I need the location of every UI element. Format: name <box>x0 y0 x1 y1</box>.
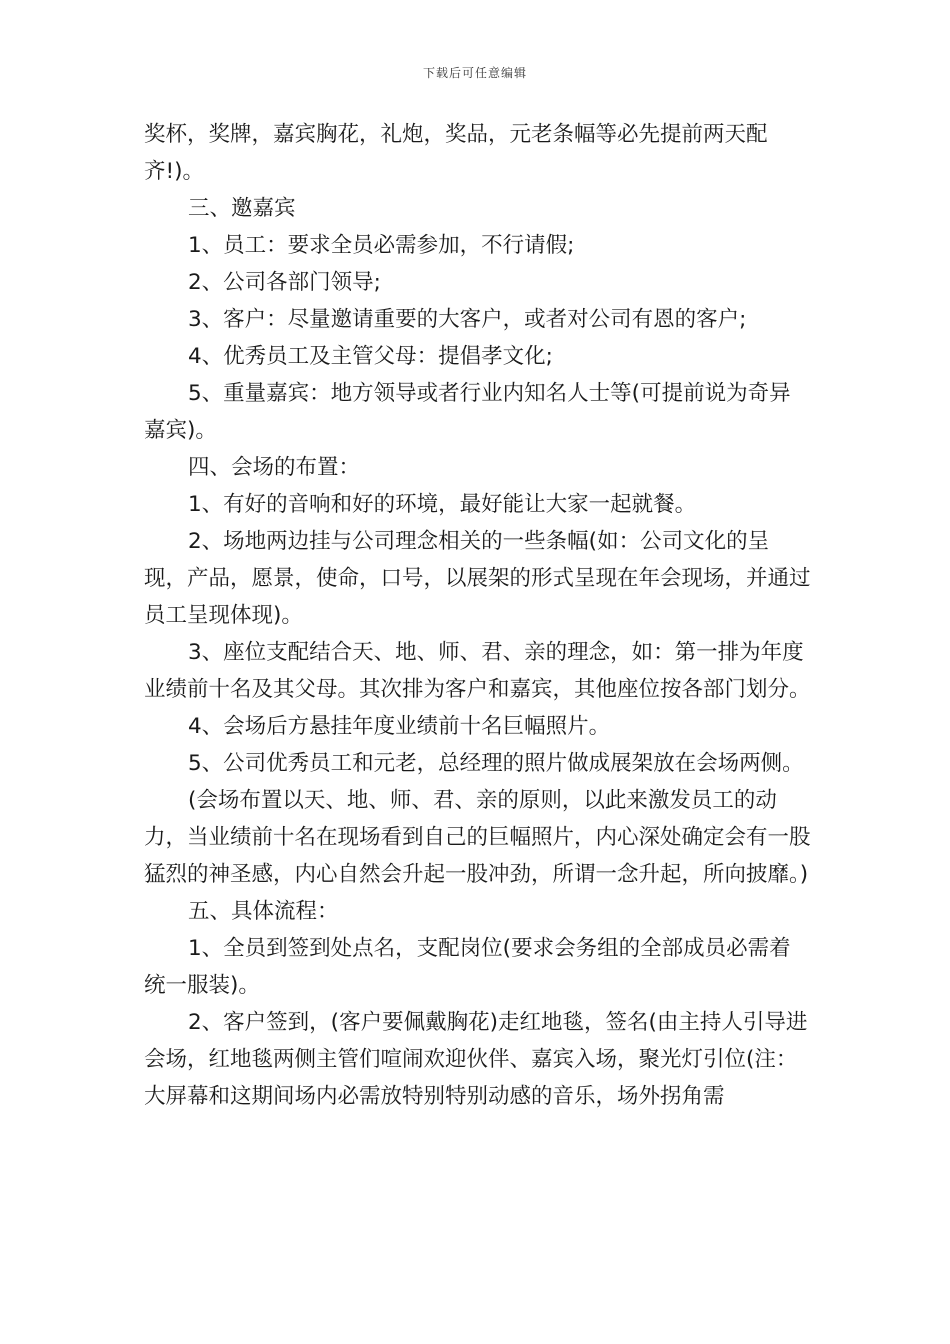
list-item: 5、重量嘉宾：地方领导或者行业内知名人士等(可提前说为奇异嘉宾)。 <box>144 381 791 443</box>
paragraph-continuation: 奖杯，奖牌，嘉宾胸花，礼炮，奖品，元老条幅等必先提前两天配齐!)。 <box>144 122 768 184</box>
list-item: 2、场地两边挂与公司理念相关的一些条幅(如：公司文化的呈现，产品，愿景，使命，口号，以展架的形式呈现在年会现场，并通过员工呈现体现)。 <box>144 529 811 628</box>
list-item: 3、客户：尽量邀请重要的大客户，或者对公司有恩的客户; <box>188 307 747 332</box>
list-item: 1、员工：要求全员必需参加，不行请假; <box>188 233 575 258</box>
list-item: 2、客户签到，(客户要佩戴胸花)走红地毯，签名(由主持人引导进会场，红地毯两侧主管们喧闹欢迎伙伴、嘉宾入场，聚光灯引位(注：大屏幕和这期间场内必需放特别特别动感的音乐，场外拐角需 <box>144 1010 808 1109</box>
list-item: 4、优秀员工及主管父母：提倡孝文化; <box>188 344 553 369</box>
note-paragraph: (会场布置以天、地、师、君、亲的原则，以此来激发员工的动力，当业绩前十名在现场看到自己的巨幅照片，内心深处确定会有一股猛烈的神圣感，内心自然会升起一股冲劲，所谓一念升起，所向披靡。) <box>144 788 811 887</box>
section-heading-invite-guests: 三、邀嘉宾 <box>188 196 296 221</box>
list-item: 2、公司各部门领导; <box>188 270 381 295</box>
document-body <box>144 116 812 1115</box>
page-header: 下载后可任意编辑 <box>422 66 527 80</box>
section-heading-venue-layout: 四、会场的布置： <box>188 455 361 480</box>
section-heading-process: 五、具体流程： <box>188 899 339 924</box>
list-item: 5、公司优秀员工和元老，总经理的照片做成展架放在会场两侧。 <box>188 751 804 776</box>
list-item: 4、会场后方悬挂年度业绩前十名巨幅照片。 <box>188 714 611 739</box>
list-item: 3、座位支配结合天、地、师、君、亲的理念，如：第一排为年度业绩前十名及其父母。其次排为客户和嘉宾，其他座位按各部门划分。 <box>144 640 811 702</box>
list-item: 1、有好的音响和好的环境，最好能让大家一起就餐。 <box>188 492 697 517</box>
list-item: 1、全员到签到处点名，支配岗位(要求会务组的全部成员必需着统一服装)。 <box>144 936 791 998</box>
